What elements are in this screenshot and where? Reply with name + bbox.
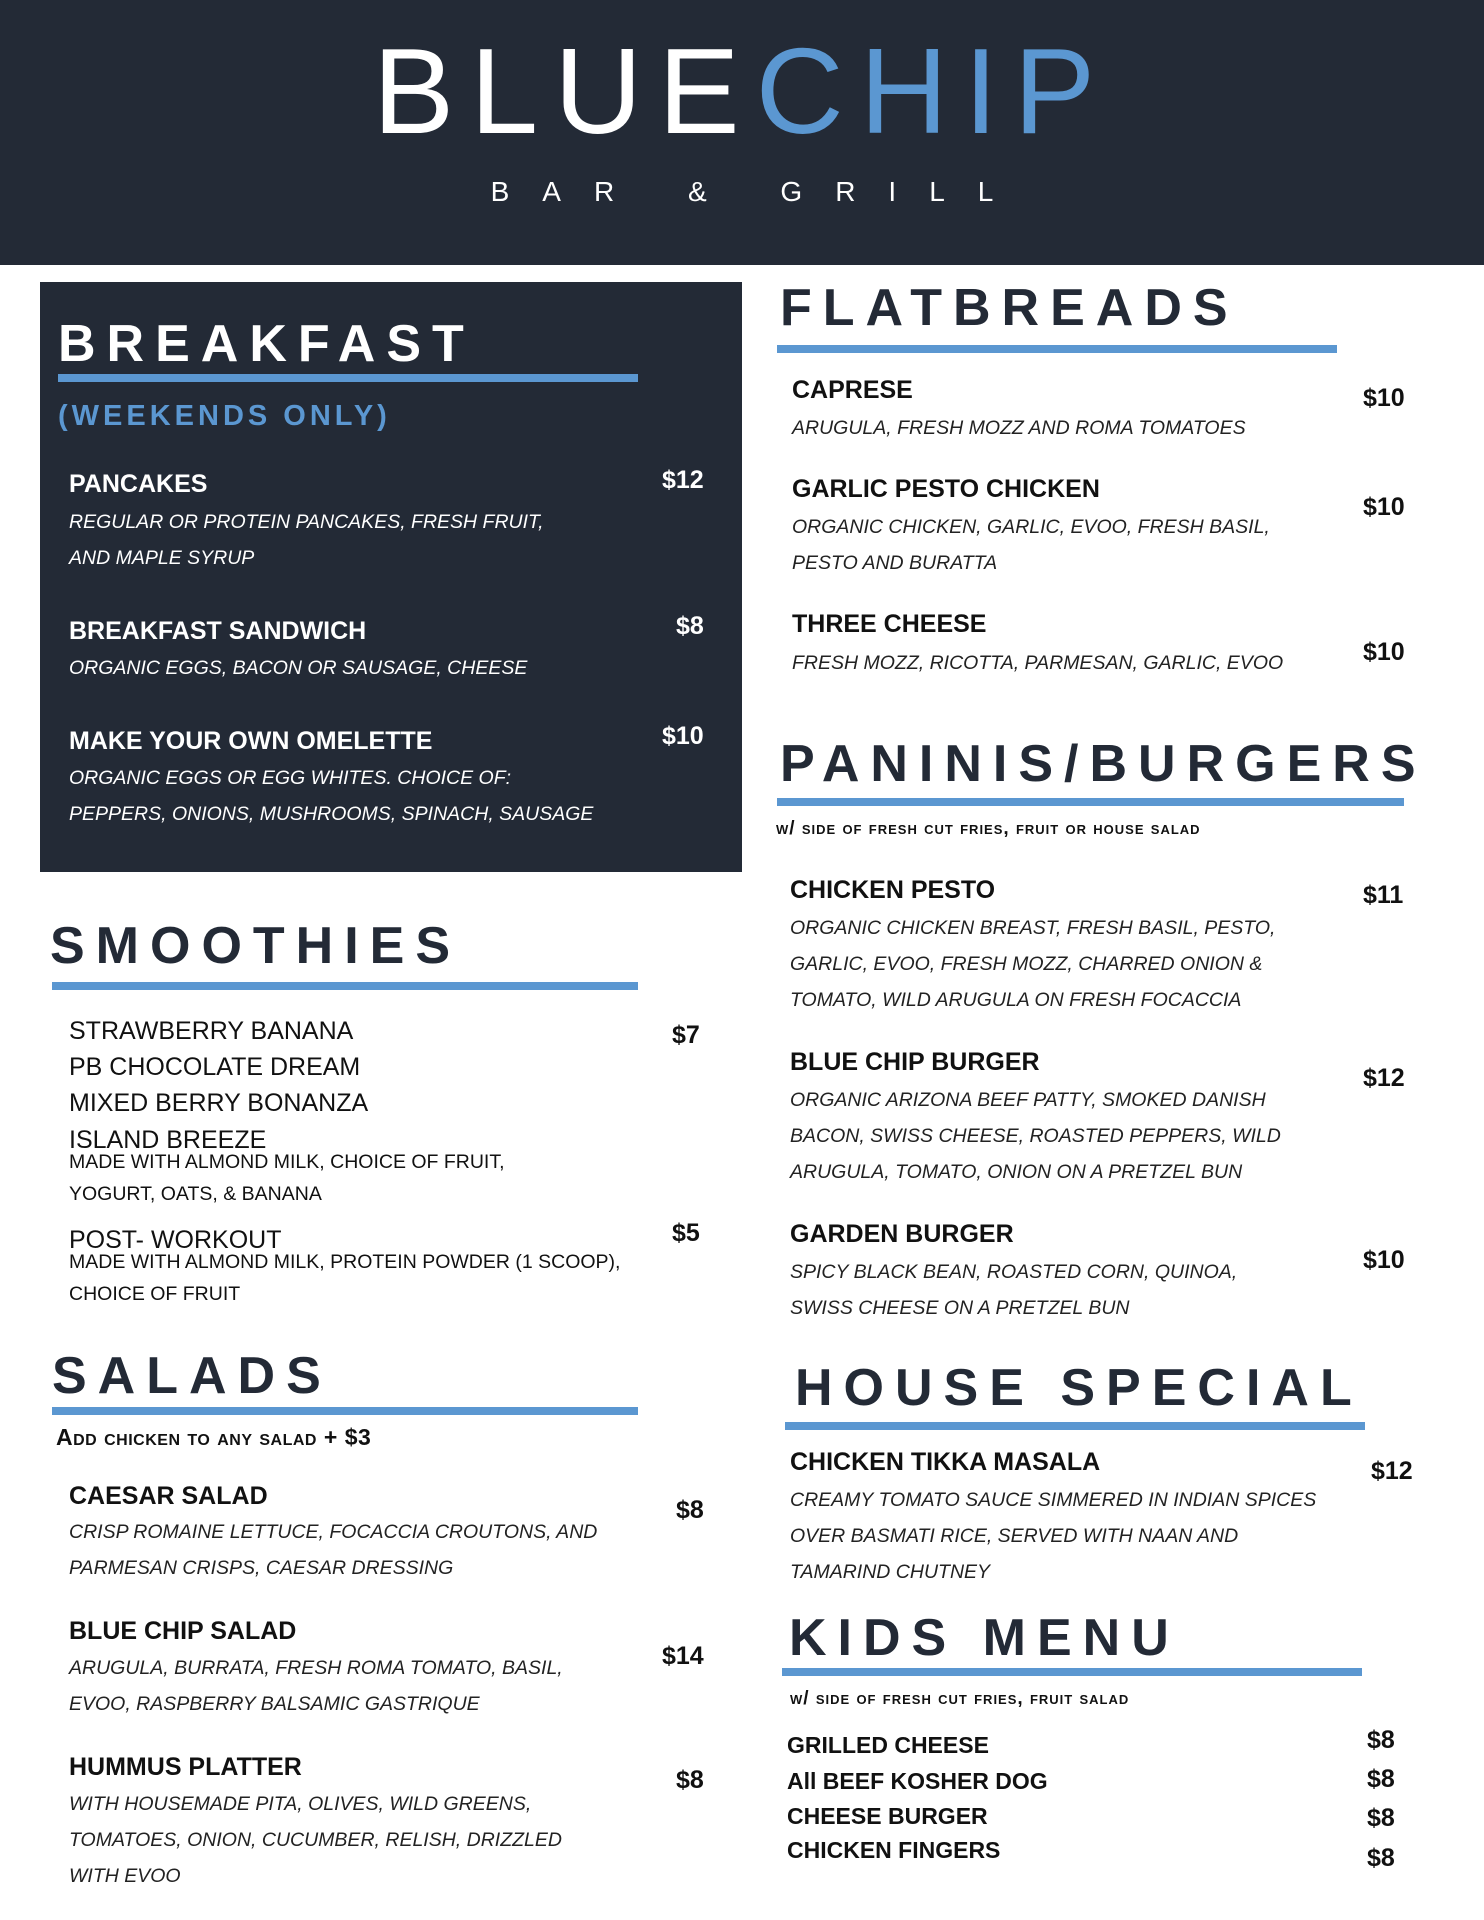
kids-menu-rule <box>782 1668 1362 1676</box>
menu-item-name: CHICKEN PESTO <box>790 876 996 904</box>
menu-item-price: $12 <box>1371 1457 1413 1485</box>
menu-item-price: $14 <box>662 1642 704 1670</box>
menu-item-name: CHICKEN TIKKA MASALA <box>790 1448 1101 1476</box>
kids-item-price: $8 <box>1367 1765 1395 1793</box>
paninis-title: PANINIS/BURGERS <box>780 735 1427 793</box>
menu-item-name: THREE CHEESE <box>792 610 987 638</box>
menu-item-desc: PEPPERS, ONIONS, MUSHROOMS, SPINACH, SAUSAGE <box>69 803 594 825</box>
menu-item-desc: CREAMY TOMATO SAUCE SIMMERED IN INDIAN SPICES <box>790 1489 1317 1511</box>
menu-item-desc: TOMATOES, ONION, CUCUMBER, RELISH, DRIZZLED <box>69 1829 562 1851</box>
menu-item-price: $12 <box>662 466 704 494</box>
menu-item-name: BLUE CHIP BURGER <box>790 1048 1040 1076</box>
smoothies-title: SMOOTHIES <box>50 917 462 975</box>
flatbreads-title: FLATBREADS <box>780 279 1239 337</box>
brand-part-chip: CHIP <box>755 23 1112 159</box>
smoothie-workout-price: $5 <box>672 1219 700 1247</box>
menu-item-name: GARLIC PESTO CHICKEN <box>792 475 1100 503</box>
kids-item-price: $8 <box>1367 1804 1395 1832</box>
smoothie-group-desc: YOGURT, OATS, & BANANA <box>69 1183 322 1205</box>
kids-item-name: CHICKEN FINGERS <box>787 1837 1001 1863</box>
menu-item-desc: WITH HOUSEMADE PITA, OLIVES, WILD GREENS, <box>69 1793 532 1815</box>
menu-item-desc: OVER BASMATI RICE, SERVED WITH NAAN AND <box>790 1525 1239 1547</box>
brand-subtitle: BAR & GRILL <box>490 176 1027 207</box>
menu-item-desc: CRISP ROMAINE LETTUCE, FOCACCIA CROUTONS, AND <box>69 1521 598 1543</box>
breakfast-rule <box>58 374 638 382</box>
kids-item-price: $8 <box>1367 1844 1395 1872</box>
flatbreads-rule <box>777 345 1337 353</box>
menu-item-name: HUMMUS PLATTER <box>69 1753 302 1781</box>
menu-item-name: CAESAR SALAD <box>69 1482 268 1510</box>
smoothie-workout-desc: CHOICE OF FRUIT <box>69 1283 241 1305</box>
menu-item-price: $10 <box>1363 493 1405 521</box>
kids-item-name: GRILLED CHEESE <box>787 1732 989 1758</box>
kids-menu-note: w/ side of fresh cut fries, fruit salad <box>790 1688 1130 1709</box>
breakfast-title: BREAKFAST <box>58 315 475 373</box>
paninis-note: w/ side of fresh cut fries, fruit or house salad <box>776 818 1201 839</box>
menu-item-price: $11 <box>1363 881 1404 909</box>
menu-item-desc: PARMESAN CRISPS, CAESAR DRESSING <box>69 1557 454 1579</box>
smoothies-rule <box>52 982 638 990</box>
brand-part-blue: BLUE <box>372 23 756 159</box>
menu-item-desc: WITH EVOO <box>69 1865 181 1887</box>
kids-item-price: $8 <box>1367 1726 1395 1754</box>
menu-item-desc: SPICY BLACK BEAN, ROASTED CORN, QUINOA, <box>790 1261 1238 1283</box>
menu-item-desc: ARUGULA, TOMATO, ONION ON A PRETZEL BUN <box>790 1161 1243 1183</box>
menu-item-desc: GARLIC, EVOO, FRESH MOZZ, CHARRED ONION & <box>790 953 1263 975</box>
smoothie-item: MIXED BERRY BONANZA <box>69 1089 369 1117</box>
menu-item-desc: AND MAPLE SYRUP <box>69 547 255 569</box>
header-banner <box>0 0 1484 265</box>
menu-item-price: $10 <box>1363 1246 1405 1274</box>
salads-title: SALADS <box>52 1347 332 1405</box>
menu-item-desc: EVOO, RASPBERRY BALSAMIC GASTRIQUE <box>69 1693 480 1715</box>
menu-item-price: $12 <box>1363 1064 1405 1092</box>
smoothie-group-price: $7 <box>672 1021 700 1049</box>
menu-item-price: $8 <box>676 612 704 640</box>
smoothie-item: ISLAND BREEZE <box>69 1126 267 1154</box>
salads-note: Add chicken to any salad + $3 <box>56 1424 372 1450</box>
menu-item-desc: SWISS CHEESE ON A PRETZEL BUN <box>790 1297 1130 1319</box>
menu-item-desc: ORGANIC CHICKEN BREAST, FRESH BASIL, PESTO, <box>790 917 1276 939</box>
menu-item-desc: REGULAR OR PROTEIN PANCAKES, FRESH FRUIT, <box>69 511 544 533</box>
menu-item-desc: TAMARIND CHUTNEY <box>790 1561 991 1583</box>
menu-item-price: $8 <box>676 1496 704 1524</box>
house-special-title: HOUSE SPECIAL <box>795 1359 1363 1417</box>
paninis-rule <box>777 798 1404 806</box>
menu-item-desc: ORGANIC CHICKEN, GARLIC, EVOO, FRESH BASIL, <box>792 516 1270 538</box>
menu-item-name: PANCAKES <box>69 470 208 498</box>
menu-item-price: $10 <box>1363 638 1405 666</box>
menu-item-desc: PESTO AND BURATTA <box>792 552 998 574</box>
kids-menu-title: KIDS MENU <box>789 1609 1180 1667</box>
menu-item-name: CAPRESE <box>792 376 913 404</box>
house-special-rule <box>785 1422 1365 1430</box>
menu-item-desc: ARUGULA, BURRATA, FRESH ROMA TOMATO, BASIL, <box>69 1657 563 1679</box>
menu-item-desc: TOMATO, WILD ARUGULA ON FRESH FOCACCIA <box>790 989 1242 1011</box>
smoothie-group-desc: MADE WITH ALMOND MILK, CHOICE OF FRUIT, <box>69 1151 505 1173</box>
menu-item-desc: ORGANIC EGGS, BACON OR SAUSAGE, CHEESE <box>69 657 528 679</box>
brand-logo <box>0 23 1484 159</box>
kids-item-name: All BEEF KOSHER DOG <box>787 1768 1048 1794</box>
smoothie-item: PB CHOCOLATE DREAM <box>69 1053 361 1081</box>
smoothie-workout-name: POST- WORKOUT <box>69 1226 282 1254</box>
menu-item-desc: ORGANIC EGGS OR EGG WHITES. CHOICE OF: <box>69 767 512 789</box>
menu-item-desc: ARUGULA, FRESH MOZZ AND ROMA TOMATOES <box>792 417 1246 439</box>
menu-item-desc: BACON, SWISS CHEESE, ROASTED PEPPERS, WILD <box>790 1125 1281 1147</box>
menu-item-desc: ORGANIC ARIZONA BEEF PATTY, SMOKED DANISH <box>790 1089 1266 1111</box>
menu-item-name: MAKE YOUR OWN OMELETTE <box>69 727 433 755</box>
menu-item-desc: FRESH MOZZ, RICOTTA, PARMESAN, GARLIC, EVOO <box>792 652 1284 674</box>
menu-item-price: $10 <box>662 722 704 750</box>
menu-item-price: $10 <box>1363 384 1405 412</box>
kids-item-name: CHEESE BURGER <box>787 1803 988 1829</box>
smoothie-workout-desc: MADE WITH ALMOND MILK, PROTEIN POWDER (1 SCOOP), <box>69 1251 621 1273</box>
menu-item-price: $8 <box>676 1766 704 1794</box>
breakfast-subtitle: (WEEKENDS ONLY) <box>58 400 391 432</box>
salads-rule <box>52 1407 638 1415</box>
menu-item-name: BREAKFAST SANDWICH <box>69 617 367 645</box>
menu-item-name: GARDEN BURGER <box>790 1220 1014 1248</box>
menu-item-name: BLUE CHIP SALAD <box>69 1617 297 1645</box>
smoothie-item: STRAWBERRY BANANA <box>69 1017 354 1045</box>
